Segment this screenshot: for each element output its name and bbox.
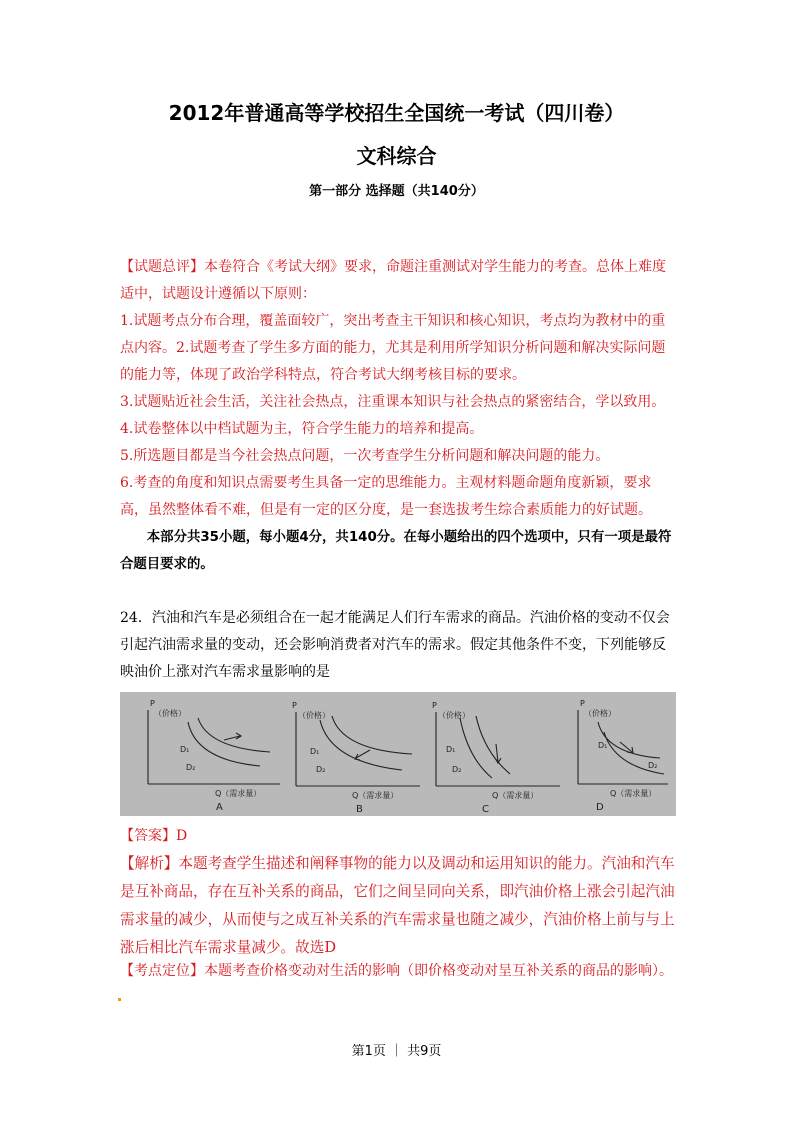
figure-b-y-unit: （价格） <box>298 711 330 720</box>
topic-location-text: 【考点定位】本题考查价格变动对生活的影响（即价格变动对呈互补关系的商品的影响）。 <box>120 963 673 979</box>
figure-d-curve-label: D₁ <box>598 741 608 750</box>
figure-c-x-label: Q（需求量） <box>492 791 539 800</box>
figure-d-curve-label: D₂ <box>648 761 658 770</box>
figure-d <box>578 710 668 784</box>
review-line: 6.考查的角度和知识点需要考生具备一定的思维能力。主观材料题命题角度新颖，要求高，虽然整体看不难，但是有一定的区分度，是一套选拔考生综合素质能力的好试题。 <box>120 475 652 518</box>
question-24 <box>120 605 676 686</box>
page-footer: 第1页 ｜ 共9页 <box>351 1044 442 1059</box>
review-line: 4.试卷整体以中档试题为主，符合学生能力的培养和提高。 <box>120 421 484 437</box>
section-instructions <box>120 524 676 578</box>
figure-c-y-unit: （价格） <box>438 711 470 720</box>
review-line: 3.试题贴近社会生活，关注社会热点，注重课本知识与社会热点的紧密结合，学以致用。 <box>120 394 666 410</box>
figure-b-curve-label: D₁ <box>310 747 320 756</box>
analysis <box>120 850 676 962</box>
figure-a-y-unit: （价格） <box>154 709 186 718</box>
answer <box>120 823 676 850</box>
figure-a-curve-label: D₁ <box>180 745 190 754</box>
page-subtitle: 文科综合 <box>356 144 437 168</box>
question-text: 24．汽油和汽车是必须组合在一起才能满足人们行车需求的商品。汽油价格的变动不仅会引起汽油需求量的变动，还会影响消费者对汽车的需求。假定其他条件不变，下列能够反映油价上涨对汽车需求量影响的是 <box>120 610 670 680</box>
figure-c-y-label: P <box>432 701 437 710</box>
review-line: 1.试题考点分布合理，覆盖面较广，突出考查主干知识和核心知识，考点均为教材中的重点内容。2.试题考查了学生多方面的能力，尤其是利用所学知识分析问题和解决实际问题的能力等，体现了政治学科特点，符合考试大纲考核目标的要求。 <box>120 313 666 383</box>
figure-a-x-label: Q（需求量） <box>215 789 262 798</box>
figure-a-y-label: P <box>150 699 155 708</box>
topic-location <box>120 958 676 985</box>
answer-text: 【答案】D <box>120 828 188 844</box>
review-line: 【试题总评】本卷符合《考试大纲》要求，命题注重测试对学生能力的考查。总体上难度适中，试题设计遵循以下原则： <box>120 259 666 302</box>
page-title: 2012年普通高等学校招生全国统一考试（四川卷） <box>168 101 625 125</box>
figure-c-curve-label: D₂ <box>452 765 462 774</box>
figure-d-y-unit: （价格） <box>584 709 616 718</box>
figure-a-curve-label: D₂ <box>186 763 196 772</box>
figure-b-x-label: Q（需求量） <box>352 791 399 800</box>
figure-b-y-label: P <box>292 701 297 710</box>
instructions-text: 本部分共35小题，每小题4分，共140分。在每小题给出的四个选项中，只有一项是最符合题目要求的。 <box>120 530 672 572</box>
exam-review <box>120 254 676 524</box>
option-b-label: B <box>356 804 363 815</box>
figure-d-x-label: Q（需求量） <box>610 789 657 798</box>
stray-mark <box>118 998 121 1001</box>
figure-c-curve-label: D₁ <box>446 745 456 754</box>
analysis-text: 【解析】本题考查学生描述和阐释事物的能力以及调动和运用知识的能力。汽油和汽车是互补商品，存在互补关系的商品，它们之间呈同向关系，即汽油价格上涨会引起汽油需求量的减少，从而使与之成互补关系的汽车需求量也随之减少，汽油价格上前与与上涨后相比汽车需求量减少。故选D <box>120 855 675 956</box>
figure-d-y-label: P <box>580 699 585 708</box>
figure-b-curve-label: D₂ <box>316 765 326 774</box>
section-heading: 第一部分 选择题（共140分） <box>309 184 484 199</box>
review-line: 5.所选题目都是当今社会热点问题，一次考查学生分析问题和解决问题的能力。 <box>120 448 610 464</box>
demand-curve-figures <box>120 692 676 816</box>
option-d-label: D <box>596 802 604 813</box>
figure-a <box>148 710 280 784</box>
option-c-label: C <box>482 804 489 815</box>
option-a-label: A <box>216 802 223 813</box>
